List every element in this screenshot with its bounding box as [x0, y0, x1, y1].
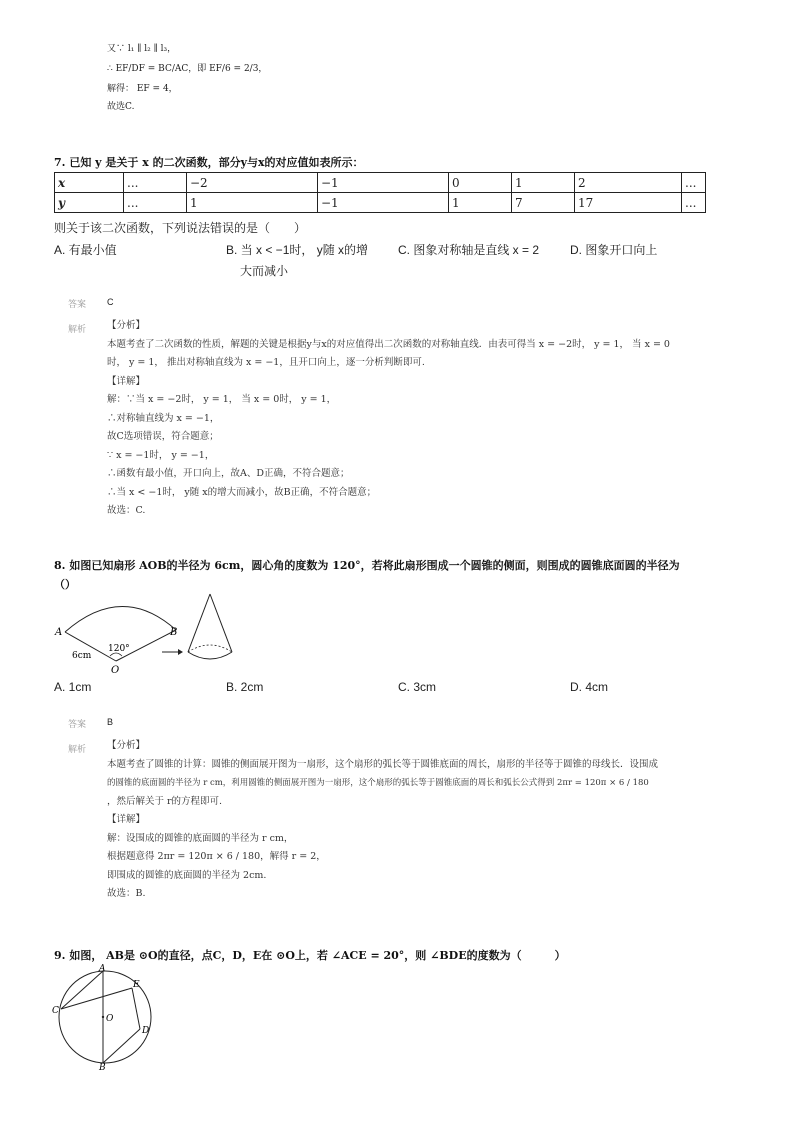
point-a-label: A: [55, 627, 63, 638]
prev-line-2: ∴ EF/DF = BC/AC，即 EF/6 = 2/3，: [107, 64, 268, 74]
analysis-block-q8: [107, 737, 727, 904]
table-cell: ...: [682, 173, 706, 193]
option-d[interactable]: D. 图象开口向上: [570, 243, 658, 257]
point-c-label: C: [52, 1006, 59, 1016]
analysis-line: 本题考查了圆锥的计算：圆锥的侧面展开图为一扇形，这个扇形的弧长等于圆锥底面的周长，扇形的半径等于圆锥的母线长．设围成: [107, 758, 659, 770]
analysis-line: ∴对称轴直线为 x = −1，: [107, 412, 220, 424]
table-cell: ...: [124, 193, 187, 213]
table-cell: 17: [575, 193, 682, 213]
table-cell: 7: [512, 193, 575, 213]
analysis-line: 时， y = 1， 推出对称轴直线为 x = −1，且开口向上，逐一分析判断即可.: [107, 357, 425, 368]
point-b-label: B: [170, 627, 178, 638]
value-table: [54, 172, 706, 213]
option-a[interactable]: A. 有最小值: [54, 243, 117, 257]
point-b-label: B: [99, 1063, 106, 1072]
prev-line-4: 故选C.: [107, 102, 135, 112]
analysis-line: 的圆锥的底面圆的半径为 r cm，利用圆锥的侧面展开图为一扇形，这个扇形的弧长等于圆锥底面的周长和弧长公式得到 2πr = 120π × 6 / 180: [107, 778, 649, 788]
table-cell: 0: [449, 173, 512, 193]
analysis-line: 解：设围成的圆锥的底面圆的半径为 r cm，: [107, 832, 294, 844]
analysis-line: ∴当 x < −1时， y随 x的增大而减小，故B正确，不符合题意；: [107, 486, 377, 498]
prev-line-3: 解得： EF = 4，: [107, 84, 178, 94]
analysis-line: 【分析】: [107, 740, 146, 751]
table-cell: ...: [124, 173, 187, 193]
table-row: [55, 173, 706, 193]
point-o-label: O: [106, 1014, 114, 1024]
analysis-line: 本题考查了二次函数的性质，解题的关键是根据y与x的对应值得出二次函数的对称轴直线．由表可得当 x = −2时， y = 1， 当 x = 0: [107, 338, 670, 350]
table-cell: 1: [449, 193, 512, 213]
analysis-line: 即围成的圆锥的底面圆的半径为 2cm.: [107, 869, 267, 881]
analysis-line: 故选：C.: [107, 505, 146, 516]
point-o-label: O: [111, 665, 120, 676]
point-e-label: E: [133, 980, 140, 990]
sector-cone-figure: [52, 592, 252, 678]
table-cell: x: [55, 173, 124, 193]
point-d-label: D: [142, 1026, 150, 1036]
prev-line-1: 又∵ l₁ ∥ l₂ ∥ l₃，: [107, 44, 177, 54]
analysis-block-q7: [107, 317, 727, 521]
question-8-title: 8. 如图已知扇形 AOB的半径为 6cm，圆心角的度数为 120°，若将此扇形围成一个圆锥的侧面，则围成的圆锥底面圆的半径为: [54, 559, 680, 572]
question-9-title: 9. 如图， AB是 ⊙O的直径，点C，D，E在 ⊙O上，若 ∠ACE = 20°，则 ∠BDE的度数为（ ）: [54, 949, 566, 962]
answer-value: B: [107, 717, 114, 727]
table-cell: −1: [318, 173, 449, 193]
table-cell: −1: [318, 193, 449, 213]
analysis-line: ∵ x = −1时， y = −1，: [107, 449, 215, 461]
analysis-line: 故C选项错误，符合题意；: [107, 431, 219, 442]
option-a[interactable]: A. 1cm: [54, 680, 92, 694]
radius-label: 6cm: [72, 651, 92, 661]
table-cell: 2: [575, 173, 682, 193]
analysis-label: 解析: [68, 744, 87, 754]
analysis-line: 故选：B.: [107, 888, 146, 899]
option-d[interactable]: D. 4cm: [570, 680, 609, 694]
circle-figure: [50, 962, 160, 1072]
option-b[interactable]: B. 当 x < −1时， y随 x的增: [226, 243, 369, 257]
table-cell: ...: [682, 193, 706, 213]
table-cell: 1: [512, 173, 575, 193]
question-7-title: 7. 已知 y 是关于 x 的二次函数，部分y与x的对应值如表所示：: [54, 156, 364, 169]
analysis-label: 解析: [68, 324, 87, 334]
analysis-line: 【详解】: [107, 375, 146, 387]
angle-label: 120°: [108, 644, 130, 654]
answer-label: 答案: [68, 299, 87, 309]
option-c[interactable]: C. 图象对称轴是直线 x = 2: [398, 243, 540, 257]
table-cell: y: [55, 193, 124, 213]
option-b[interactable]: B. 2cm: [226, 680, 264, 694]
answer-label: 答案: [68, 719, 87, 729]
table-row: [55, 193, 706, 213]
analysis-line: 根据题意得 2πr = 120π × 6 / 180，解得 r = 2，: [107, 851, 326, 862]
answer-value: C: [107, 297, 114, 307]
point-a-label: A: [99, 964, 106, 974]
table-cell: −2: [187, 173, 318, 193]
table-cell: 1: [187, 193, 318, 213]
analysis-line: ，然后解关于 r的方程即可.: [107, 795, 223, 807]
analysis-line: 【分析】: [107, 320, 146, 331]
analysis-line: 解：∵当 x = −2时， y = 1， 当 x = 0时， y = 1，: [107, 394, 337, 405]
analysis-line: 【详解】: [107, 814, 146, 825]
option-c[interactable]: C. 3cm: [398, 680, 437, 694]
question-7-prompt: 则关于该二次函数，下列说法错误的是（ ）: [54, 221, 307, 235]
option-b-continued: 大而减小: [240, 264, 289, 278]
question-8-title-cont: （）: [54, 578, 76, 591]
analysis-line: ∴函数有最小值，开口向上，故A、D正确，不符合题意；: [107, 468, 350, 479]
